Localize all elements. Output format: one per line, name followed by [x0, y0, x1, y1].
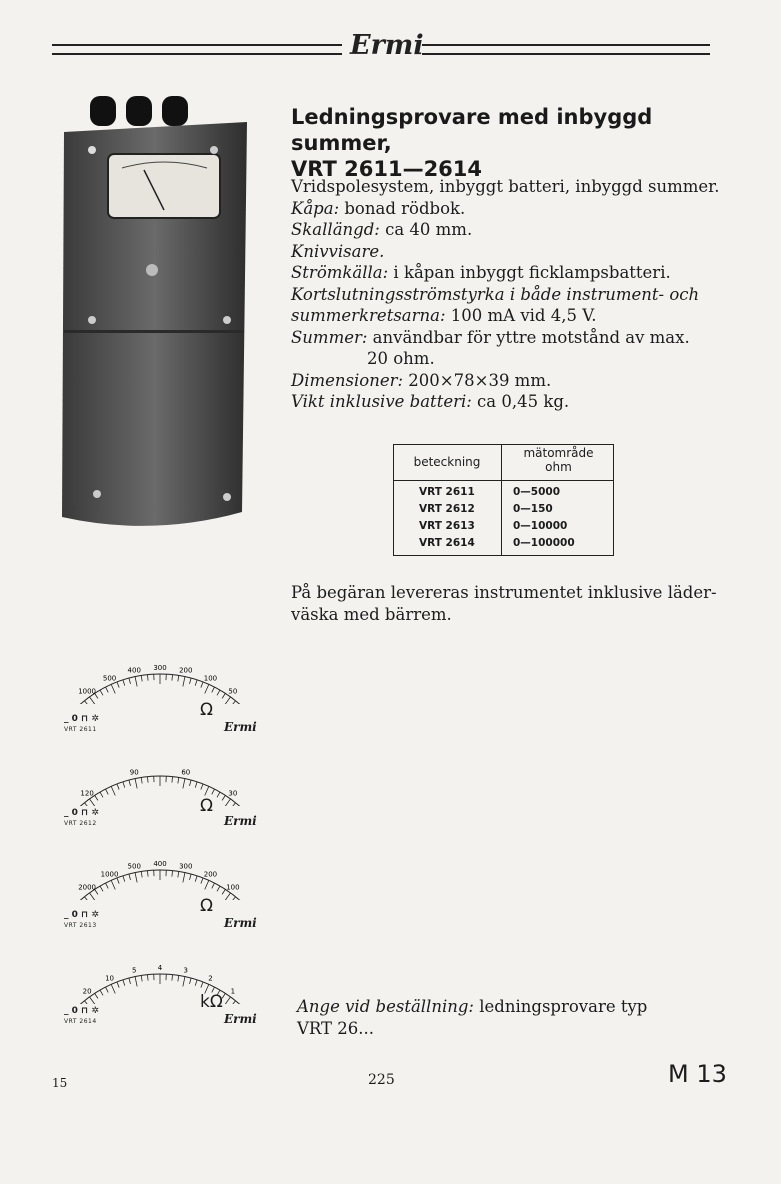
scale-tick-label: 60 [181, 768, 191, 777]
scale-tick [129, 978, 131, 984]
scale-tick [129, 678, 131, 684]
section-code: M 13 [668, 1060, 727, 1088]
ohm-symbol: Ω [200, 896, 213, 916]
scale-model: VRT 2611 [64, 726, 97, 733]
scale-tick [232, 803, 236, 806]
scale-tick [212, 883, 215, 888]
spec-kortslutning: Kortslutningsströmstyrka i både instrument- och [291, 284, 700, 304]
product-heading [291, 104, 731, 182]
ermi-mark: Ermi [224, 916, 257, 930]
scale-model: VRT 2612 [64, 820, 97, 827]
scale-tick [100, 690, 103, 695]
scale-tick [135, 873, 137, 883]
scale-tick [178, 777, 179, 783]
spec-dimensioner: Dimensioner: 200×78×39 mm. [291, 370, 552, 390]
scale-tick-label: 500 [127, 862, 141, 871]
scale-tick [178, 975, 179, 981]
scale-tick [84, 1001, 88, 1004]
scale-tick [172, 871, 173, 877]
scale-tick [195, 876, 197, 882]
scale-tick [178, 871, 179, 877]
scale-tick [89, 799, 95, 806]
scale-tick-label: 1000 [78, 687, 97, 696]
scale-model: VRT 2614 [64, 1018, 97, 1025]
scale-tick [89, 893, 95, 900]
scale-tick [141, 675, 142, 681]
table-row-range: 0—100000 [513, 537, 575, 549]
scale-tick [232, 1001, 236, 1004]
scale-tick-label: 1000 [100, 870, 119, 879]
ermi-mark: Ermi [224, 720, 257, 734]
scale-tick [147, 777, 148, 783]
ohm-symbol: Ω [200, 700, 213, 720]
scale-badge: _ 0 ⊓ ✲ [64, 910, 99, 920]
scale-tick [135, 677, 137, 687]
scale-tick [123, 680, 125, 686]
scale-tick [106, 789, 109, 794]
scale-tick [95, 993, 98, 998]
scale-tick [222, 693, 225, 698]
scale-tick [222, 795, 225, 800]
spec-list [291, 176, 741, 413]
footer-left-number: 15 [52, 1076, 68, 1090]
scale-tick [111, 786, 115, 795]
scale-tick [100, 886, 103, 891]
scale-tick [95, 795, 98, 800]
scale-tick [123, 980, 125, 986]
scale-tick [217, 886, 220, 891]
scale-tick-label: 5 [131, 966, 137, 975]
table-header-matomrade: mätområde ohm [523, 446, 594, 474]
instrument-photo [52, 92, 262, 532]
scale-tick-label: 3 [183, 966, 189, 975]
scale-tick [183, 677, 185, 687]
scale-tick [190, 978, 192, 984]
scale-arc [56, 746, 268, 806]
scale-arc [56, 944, 268, 1004]
scale-arc [56, 644, 268, 704]
scale-tick [172, 975, 173, 981]
scale-tick [217, 792, 220, 797]
table-row-model: VRT 2611 [419, 486, 475, 498]
scale-tick-label: 10 [105, 974, 115, 983]
ermi-mark: Ermi [224, 814, 257, 828]
scale-tick [190, 678, 192, 684]
spec-knivvisare: Knivvisare. [291, 241, 385, 261]
scale-tick [111, 880, 115, 889]
scale-tick [225, 697, 231, 704]
spec-system: Vridspolesystem, inbyggt batteri, inbyggd summer. [291, 177, 720, 196]
table-header-beteckning: beteckning [413, 455, 481, 469]
table-row-model: VRT 2612 [419, 503, 475, 515]
scale-tick [212, 789, 215, 794]
scale-tick [135, 977, 137, 987]
scale-tick [84, 897, 88, 900]
scale-tick [201, 878, 203, 884]
scale-tick [201, 784, 203, 790]
delivery-note: På begäran levereras instrumentet inklusive läder- väska med bärrem. [291, 583, 717, 624]
spec-vikt: Vikt inklusive batteri: ca 0,45 kg. [291, 392, 570, 411]
scale-badge: _ 0 ⊓ ✲ [64, 1006, 99, 1016]
scale-tick [141, 975, 142, 981]
heading-line-1: Ledningsprovare med inbyggd summer, [291, 105, 653, 155]
scale-tick [190, 780, 192, 786]
scale-tick [89, 997, 95, 1004]
scale-tick-label: 200 [179, 666, 193, 675]
ermi-mark: Ermi [224, 1012, 257, 1026]
scale-tick-label: 4 [157, 964, 163, 972]
scale-tick [205, 880, 209, 889]
scale-tick [225, 799, 231, 806]
scale-tick [117, 878, 119, 884]
scale-tick [129, 780, 131, 786]
scale-tick [217, 690, 220, 695]
scale-tick [135, 779, 137, 789]
scale-tick-label: 20 [82, 987, 92, 996]
scale-tick [222, 889, 225, 894]
spec-skallangd: Skallängd: ca 40 mm. [291, 220, 473, 239]
spec-stromkalla: Strömkälla: i kåpan inbyggt ficklampsbatteri. [291, 263, 671, 282]
table-row-model: VRT 2613 [419, 520, 475, 532]
scale-tick [117, 682, 119, 688]
scale-tick [212, 687, 215, 692]
scale-tick [183, 873, 185, 883]
scale-tick [172, 777, 173, 783]
table-row-range: 0—150 [513, 503, 553, 515]
scale-tick [111, 984, 115, 993]
scale-tick [106, 987, 109, 992]
ohm-symbol: Ω [200, 796, 213, 816]
spec-summer: Summer: användbar för yttre motstånd av max. [291, 327, 690, 347]
scale-tick-label: 400 [127, 666, 141, 675]
header-rule-left [52, 44, 342, 55]
scale-tick [178, 675, 179, 681]
scale-tick [84, 701, 88, 704]
heading-line-2: VRT 2611—2614 [291, 157, 483, 181]
scale-tick [225, 893, 231, 900]
spec-summer-value: 20 ohm. [367, 349, 435, 368]
scale-tick [123, 782, 125, 788]
scale-tick [141, 777, 142, 783]
scale-tick [123, 876, 125, 882]
order-instruction: Ange vid beställning: ledningsprovare typ VRT 26... [297, 997, 648, 1038]
scale-tick [183, 779, 185, 789]
scale-tick-label: 100 [203, 674, 218, 683]
scale-tick [100, 792, 103, 797]
scale-tick-label: 50 [228, 687, 238, 696]
scale-tick [201, 982, 203, 988]
scale-vrt-2614 [56, 944, 268, 1040]
scale-tick-label: 30 [228, 789, 238, 798]
scale-tick-label: 2000 [78, 883, 97, 892]
scale-tick [89, 697, 95, 704]
scale-tick [111, 684, 115, 693]
scale-badge: _ 0 ⊓ ✲ [64, 808, 99, 818]
model-table [393, 444, 614, 556]
scale-tick [147, 871, 148, 877]
page-number: 225 [368, 1072, 395, 1088]
scale-tick [205, 786, 209, 795]
table-row-range: 0—5000 [513, 486, 561, 498]
scale-tick [106, 687, 109, 692]
scale-tick [172, 675, 173, 681]
scale-tick [147, 675, 148, 681]
spec-kapa: Kåpa: bonad rödbok. [291, 198, 466, 218]
scale-tick-label: 200 [203, 870, 218, 879]
scale-model: VRT 2613 [64, 922, 97, 929]
table-row-model: VRT 2614 [419, 537, 475, 549]
scale-arc [56, 840, 268, 900]
scale-tick [205, 684, 209, 693]
scale-tick-label: 300 [153, 664, 167, 672]
scale-tick [225, 997, 231, 1004]
scale-tick [117, 784, 119, 790]
scale-vrt-2612 [56, 746, 268, 842]
scale-tick-label: 1 [230, 987, 236, 996]
scale-tick [141, 871, 142, 877]
scale-tick [232, 701, 236, 704]
scale-tick [183, 977, 185, 987]
scale-tick [201, 682, 203, 688]
scale-vrt-2611 [56, 644, 268, 740]
scale-tick [100, 990, 103, 995]
scale-badge: _ 0 ⊓ ✲ [64, 714, 99, 724]
table-row-range: 0—10000 [513, 520, 568, 532]
scale-tick [106, 883, 109, 888]
ermi-logo: Ermi [350, 30, 424, 61]
kohm-symbol: kΩ [200, 992, 223, 1012]
scale-tick [232, 897, 236, 900]
scale-tick-label: 300 [179, 862, 193, 871]
scale-vrt-2613 [56, 840, 268, 936]
scale-tick [84, 803, 88, 806]
header-rule-right [422, 44, 710, 55]
scale-tick-label: 100 [226, 883, 240, 892]
scale-tick-label: 2 [208, 974, 213, 983]
scale-tick [195, 980, 197, 986]
scale-tick [195, 680, 197, 686]
scale-tick-label: 500 [102, 674, 117, 683]
spec-kortslutning-value: summerkretsarna: 100 mA vid 4,5 V. [291, 306, 597, 325]
scale-tick-label: 90 [129, 768, 139, 777]
scale-tick [147, 975, 148, 981]
scale-tick [129, 874, 131, 880]
scale-tick-label: 120 [80, 789, 94, 798]
scale-tick [190, 874, 192, 880]
scale-tick-label: 400 [153, 860, 167, 868]
scale-tick [117, 982, 119, 988]
scale-tick [195, 782, 197, 788]
